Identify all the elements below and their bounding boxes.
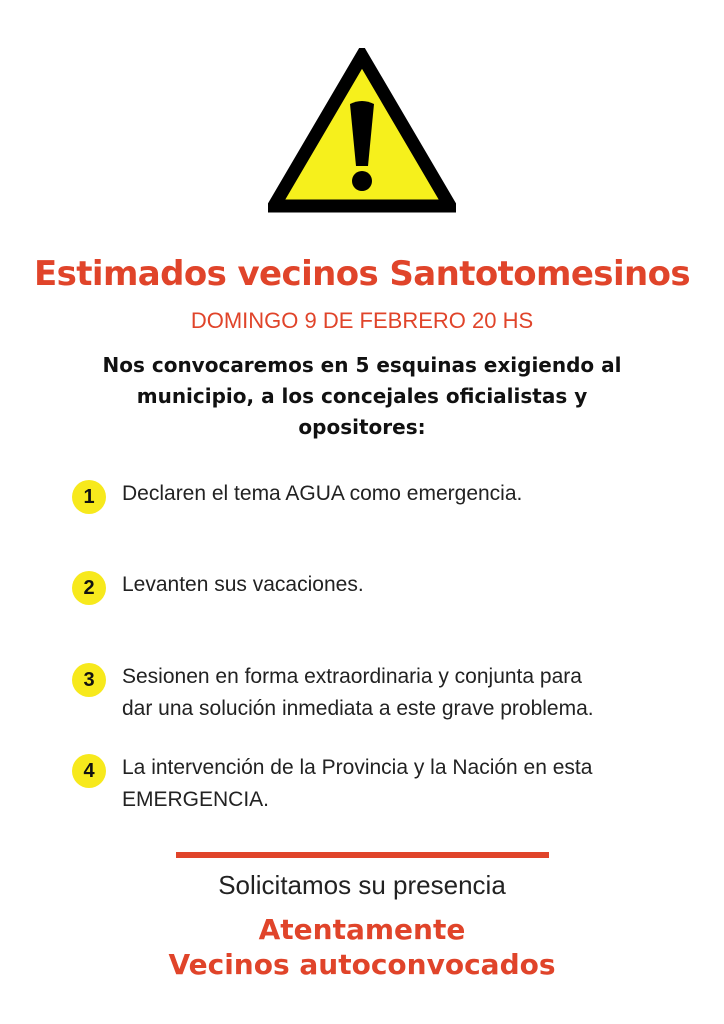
list-item-text (122, 478, 692, 510)
list-item-line: EMERGENCIA. (122, 788, 270, 811)
list-item-line: Declaren el tema AGUA como emergencia. (122, 482, 523, 505)
page-title: Estimados vecinos Santotomesinos (33, 254, 691, 294)
intro-line: municipio, a los concejales oficialistas y (136, 384, 588, 408)
list-item-line: Sesionen en forma extraordinaria y conjunta para (122, 665, 582, 688)
intro-line: opositores: (298, 415, 426, 439)
signature-line: Vecinos autoconvocados (168, 948, 556, 981)
number-badge: 3 (72, 663, 106, 697)
list-item-text (122, 661, 692, 725)
number-badge: 2 (72, 571, 106, 605)
closing-request: Solicitamos su presencia (218, 870, 506, 900)
event-date: DOMINGO 9 DE FEBRERO 20 HS (190, 308, 534, 333)
list-item-line: dar una solución inmediata a este grave problema. (122, 697, 594, 720)
list-item-line: Levanten sus vacaciones. (122, 573, 364, 596)
intro-line: Nos convocaremos en 5 esquinas exigiendo al (102, 353, 622, 377)
list-item-text (122, 569, 692, 601)
warning-triangle-icon (268, 48, 456, 216)
signature-line: Atentamente (258, 913, 466, 946)
number-badge: 1 (72, 480, 106, 514)
signature (0, 912, 724, 982)
intro-text (80, 350, 644, 443)
list-item-text (122, 752, 692, 816)
number-badge: 4 (72, 754, 106, 788)
divider (176, 852, 549, 858)
list-item-line: La intervención de la Provincia y la Nación en esta (122, 756, 593, 779)
